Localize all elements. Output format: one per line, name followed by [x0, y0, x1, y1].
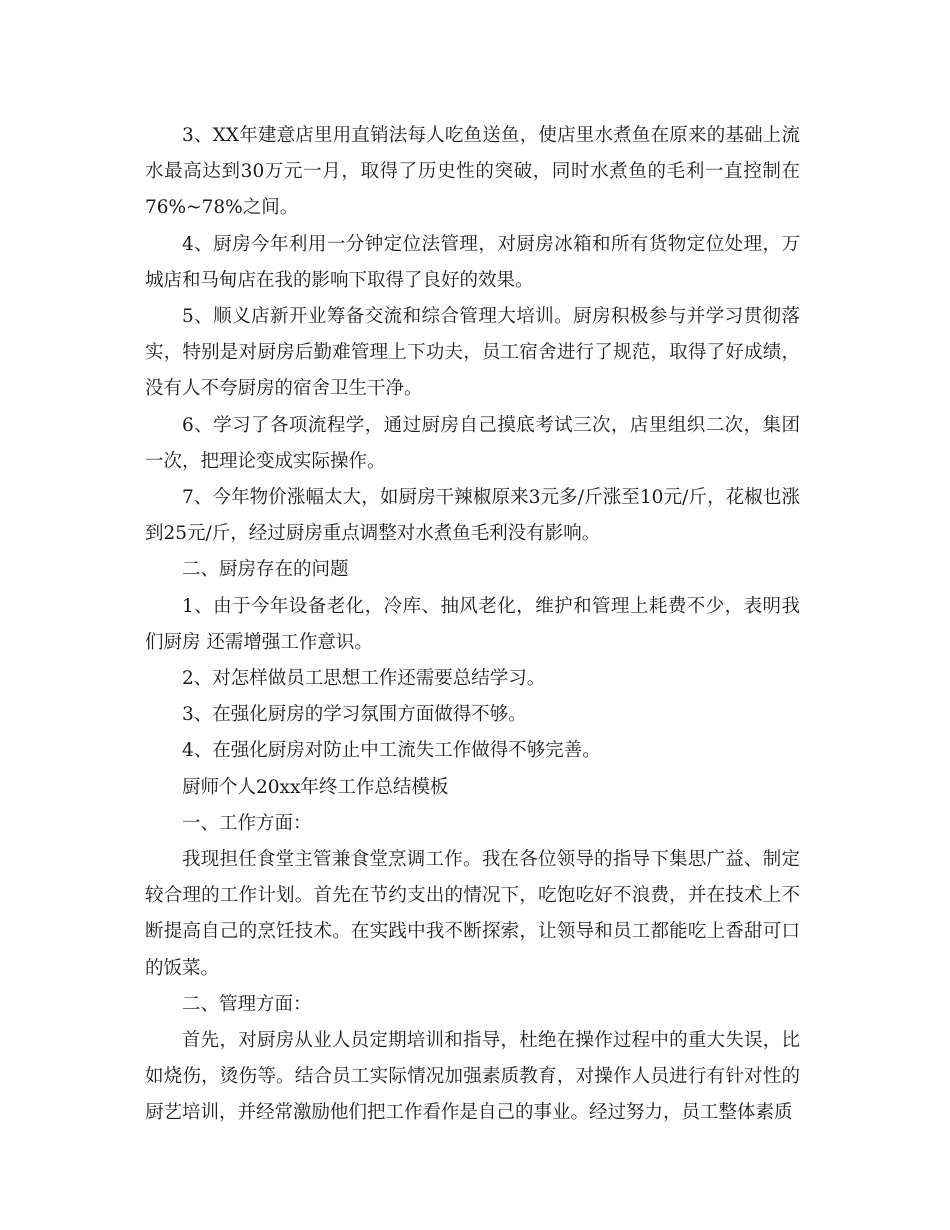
management-paragraph: 首先，对厨房从业人员定期培训和指导，杜绝在操作过程中的重大失误，比如烧伤，烫伤等。结合员工实际情况加强素质教育，对操作人员进行有针对性的厨艺培训，并经常激励他们把工作看作是自己的事业。经过努力，员工整体素质 — [145, 1030, 800, 1124]
paragraph-item-6: 6、学习了各项流程学，通过厨房自己摸底考试三次，店里组织二次，集团一次，把理论变成实际操作。 — [145, 414, 800, 472]
problem-item-4: 4、在强化厨房对防止中工流失工作做得不够完善。 — [182, 740, 601, 762]
problem-item-3: 3、在强化厨房的学习氛围方面做得不够。 — [182, 704, 527, 726]
paragraph-item-4: 4、厨房今年利用一分钟定位法管理，对厨房冰箱和所有货物定位处理，万城店和马甸店在我的影响下取得了良好的效果。 — [145, 233, 800, 291]
paragraph-item-3: 3、XX年建意店里用直销法每人吃鱼送鱼，使店里水煮鱼在原来的基础上流水最高达到30万元一月，取得了历史性的突破，同时水煮鱼的毛利一直控制在76%~78%之间。 — [145, 125, 800, 219]
section-heading-management: 二、管理方面： — [182, 993, 312, 1015]
section-heading-work: 一、工作方面： — [182, 812, 312, 834]
section-heading-problems: 二、厨房存在的问题 — [182, 559, 349, 581]
problem-item-1: 1、由于今年设备老化，冷库、抽风老化，维护和管理上耗费不少，表明我们厨房 还需增强工作意识。 — [145, 595, 800, 653]
work-paragraph: 我现担任食堂主管兼食堂烹调工作。我在各位领导的指导下集思广益、制定较合理的工作计划。首先在节约支出的情况下，吃饱吃好不浪费，并在技术上不断提高自己的烹饪技术。在实践中我不断探索，让领导和员工都能吃上香甜可口的饭菜。 — [145, 849, 800, 979]
paragraph-item-7: 7、今年物价涨幅太大，如厨房干辣椒原来3元多/斤涨至10元/斤，花椒也涨到25元/斤，经过厨房重点调整对水煮鱼毛利没有影响。 — [145, 487, 800, 545]
paragraph-item-5: 5、顺义店新开业筹备交流和综合管理大培训。厨房积极参与并学习贯彻落实，特别是对厨房后勤难管理上下功夫，员工宿舍进行了规范，取得了好成绩，没有人不夸厨房的宿舍卫生干净。 — [145, 306, 800, 400]
problem-item-2: 2、对怎样做员工思想工作还需要总结学习。 — [182, 668, 546, 690]
template-title: 厨师个人20xx年终工作总结模板 — [182, 776, 449, 798]
document-body — [145, 118, 800, 1132]
